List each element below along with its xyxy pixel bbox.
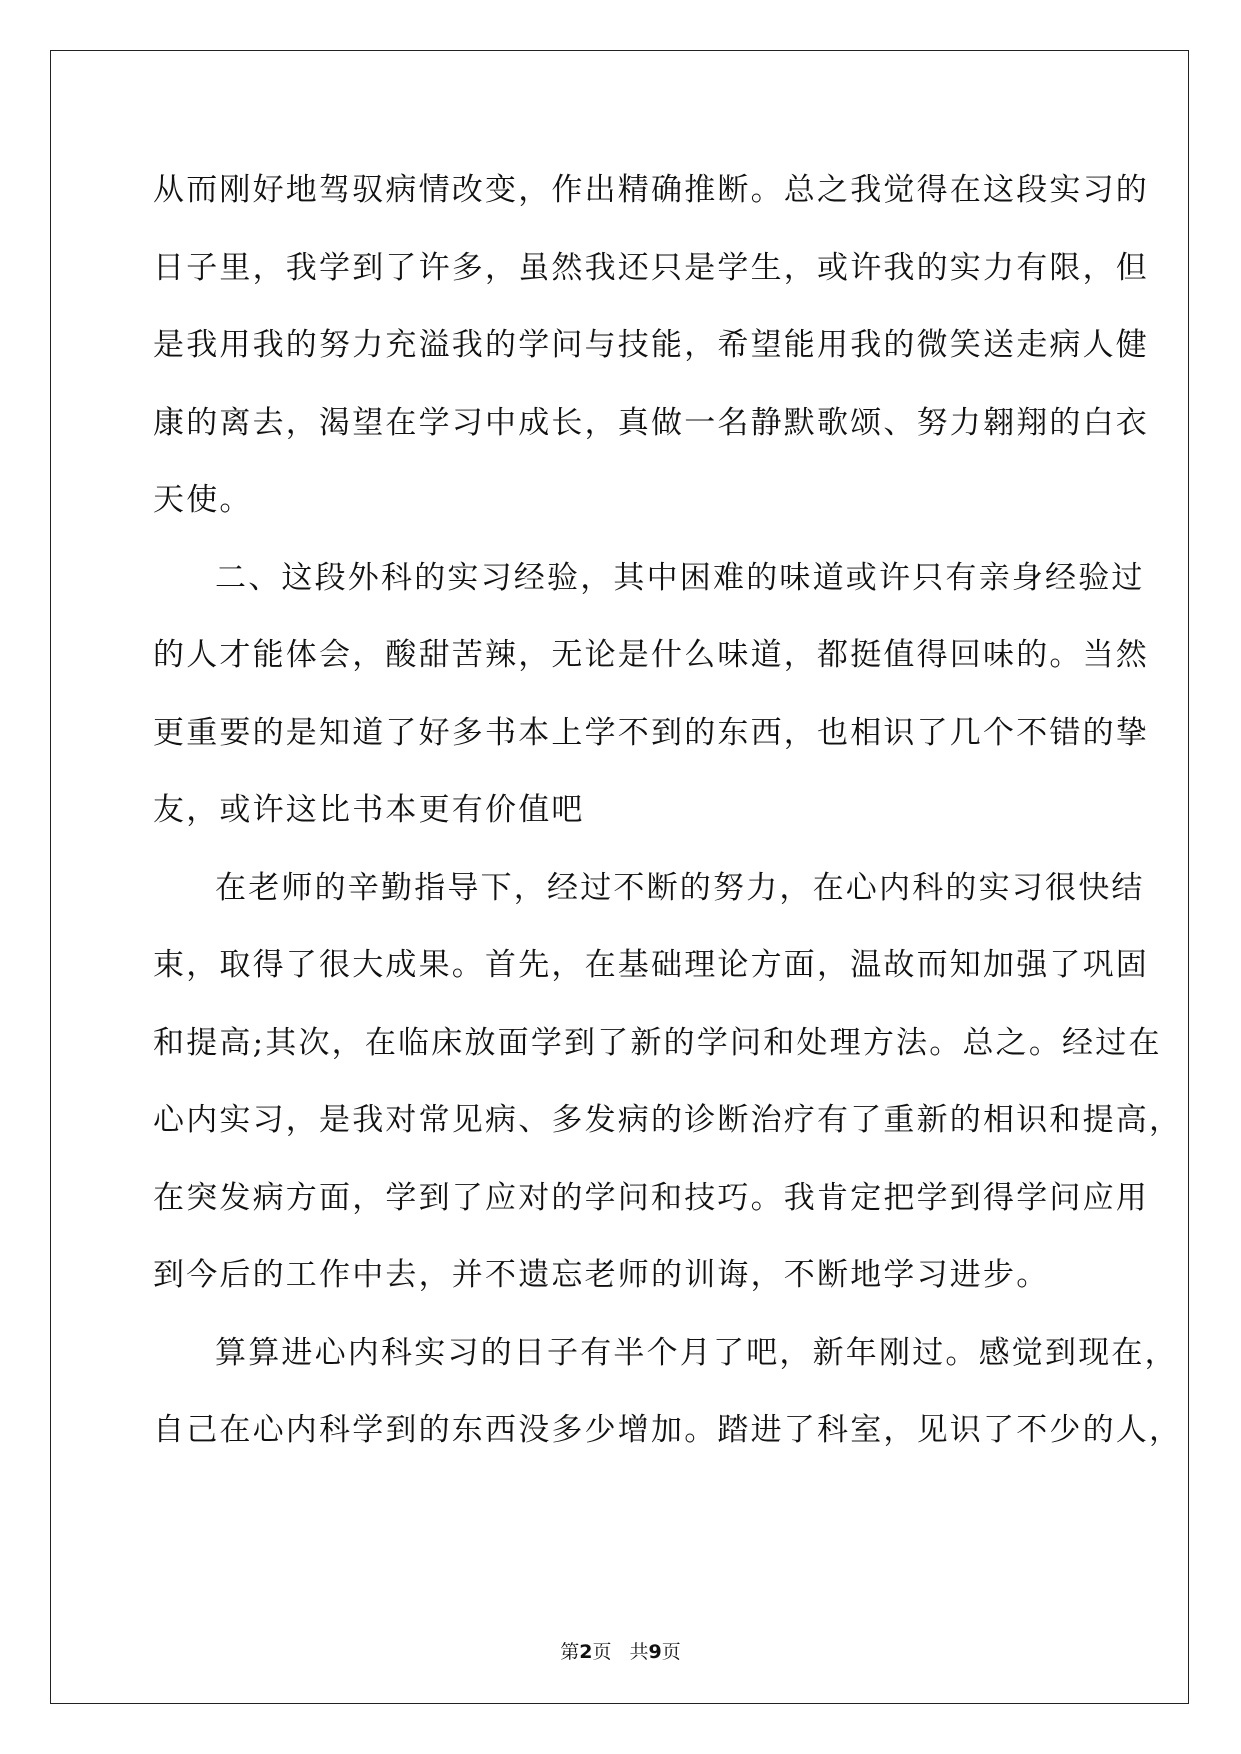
text-line: 到今后的工作中去，并不遗忘老师的训诲，不断地学习进步。 xyxy=(153,1257,1050,1293)
text-line: 天使。 xyxy=(153,482,253,518)
text-line: 从而刚好地驾驭病情改变，作出精确推断。总之我觉得在这段实习的 xyxy=(153,172,1149,208)
text-line: 的人才能体会，酸甜苦辣，无论是什么味道，都挺值得回味的。当然 xyxy=(153,637,1149,673)
page-number: 2 xyxy=(579,1641,593,1663)
paragraph-first-line: 算算进心内科实习的日子有半个月了吧，新年刚过。感觉到现在， xyxy=(215,1334,1178,1371)
total-pages: 9 xyxy=(648,1641,662,1663)
document-body xyxy=(153,163,1183,1481)
total-suffix: 页 xyxy=(661,1641,681,1663)
text-line: 是我用我的努力充溢我的学问与技能，希望能用我的微笑送走病人健 xyxy=(153,327,1149,363)
total-prefix: 共 xyxy=(629,1641,649,1663)
paragraph-first-line: 在老师的辛勤指导下，经过不断的努力，在心内科的实习很快结 xyxy=(215,869,1145,906)
text-line: 束，取得了很大成果。首先，在基础理论方面，温故而知加强了巩固 xyxy=(153,947,1149,983)
text-line: 心内实习，是我对常见病、多发病的诊断治疗有了重新的相识和提高， xyxy=(153,1102,1183,1138)
text-line: 自己在心内科学到的东西没多少增加。踏进了科室，见识了不少的人， xyxy=(153,1412,1183,1448)
text-line: 更重要的是知道了好多书本上学不到的东西，也相识了几个不错的挚 xyxy=(153,714,1149,751)
paragraph-first-line: 二、这段外科的实习经验，其中困难的味道或许只有亲身经验过 xyxy=(215,559,1145,596)
text-line: 康的离去，渴望在学习中成长，真做一名静默歌颂、努力翱翔的白衣 xyxy=(153,404,1149,441)
text-line: 日子里，我学到了许多，虽然我还只是学生，或许我的实力有限，但 xyxy=(153,249,1149,286)
text-line: 和提高;其次，在临床放面学到了新的学问和处理方法。总之。经过在 xyxy=(153,1024,1162,1061)
page-prefix: 第 xyxy=(560,1641,580,1663)
page-suffix: 页 xyxy=(592,1641,612,1663)
text-line: 在突发病方面，学到了应对的学问和技巧。我肯定把学到得学问应用 xyxy=(153,1179,1149,1216)
page-footer xyxy=(0,1640,1241,1664)
text-line: 友，或许这比书本更有价值吧 xyxy=(153,792,585,828)
